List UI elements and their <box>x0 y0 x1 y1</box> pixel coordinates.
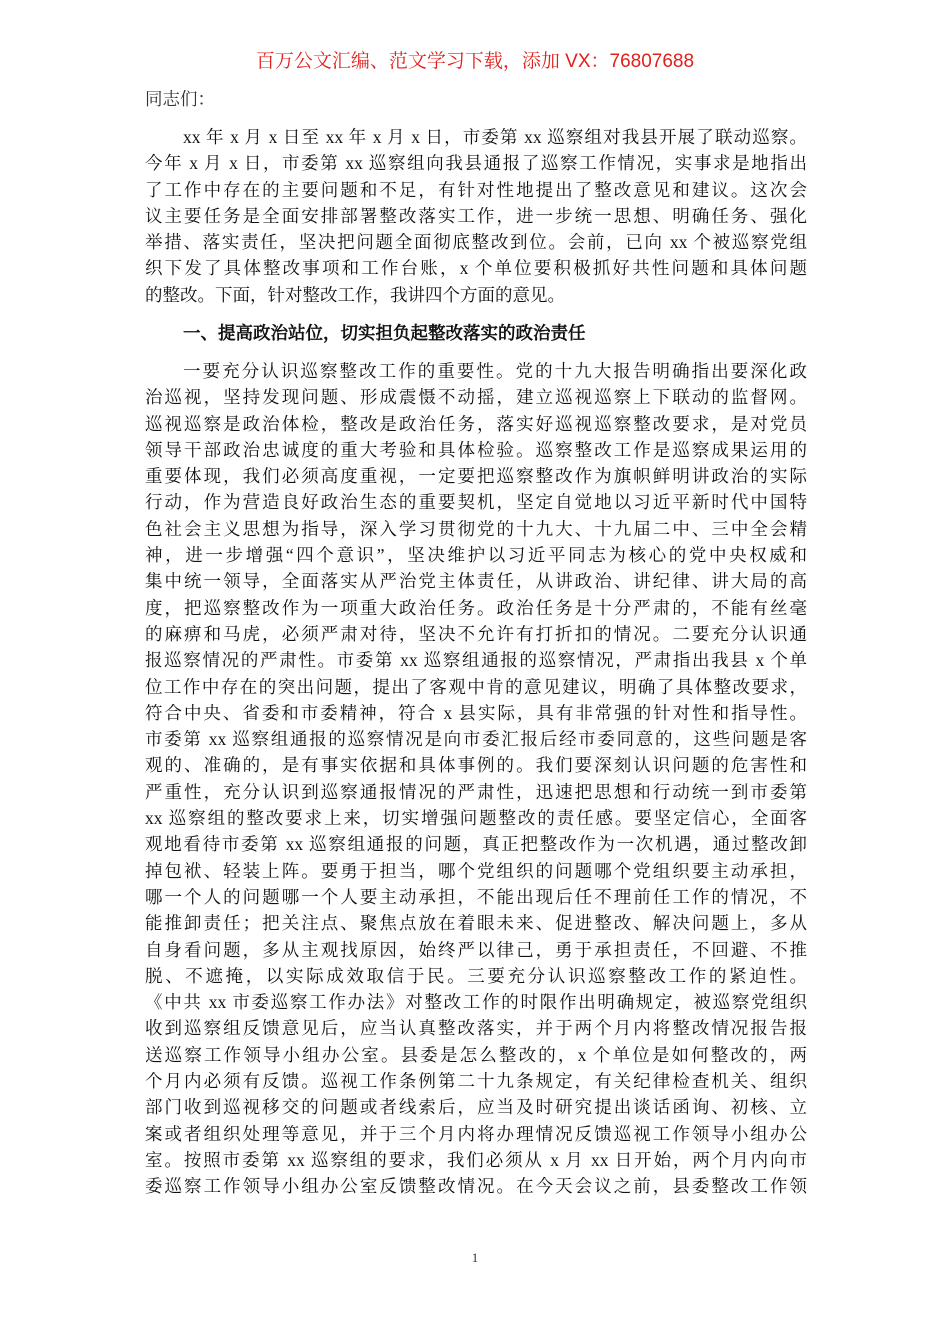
text-line: 巡视巡察是政治体检，整改是政治任务，落实好巡视巡察整改要求，是对党员 <box>145 413 807 434</box>
text-line: 能推卸责任；把关注点、聚焦点放在着眼未来、促进整改、解决问题上，多从 <box>145 913 807 934</box>
text-line: 神，进一步增强“四个意识”，坚决维护以习近平同志为核心的党中央权威和 <box>145 545 807 566</box>
text-line: 报巡察情况的严肃性。市委第 xx 巡察组通报的巡察情况，严肃指出我县 x 个单 <box>145 650 807 671</box>
paragraph-2 <box>145 358 807 1200</box>
text-line: 送巡察工作领导小组办公室。县委是怎么整改的，x 个单位是如何整改的，两 <box>145 1044 807 1065</box>
text-line: 了工作中存在的主要问题和不足，有针对性地提出了整改意见和建议。这次会 <box>145 179 807 200</box>
text-line: 收到巡察组反馈意见后，应当认真整改落实，并于两个月内将整改情况报告报 <box>145 1018 807 1039</box>
text-line: 举措、落实责任，坚决把问题全面彻底整改到位。会前，已向 xx 个被巡察党组 <box>145 232 807 253</box>
text-line: 符合中央、省委和市委精神，符合 x 县实际，具有非常强的针对性和指导性。 <box>145 702 807 723</box>
text-line: 委巡察工作领导小组办公室反馈整改情况。在今天会议之前，县委整改工作领 <box>145 1176 807 1197</box>
section-heading-1: 一、提高政治站位，切实担负起整改落实的政治责任 <box>183 323 586 343</box>
text-line: 《中共 xx 市委巡察工作办法》对整改工作的时限作出明确规定，被巡察党组织 <box>145 992 807 1013</box>
page-number: 1 <box>471 1250 479 1265</box>
text-line: 织下发了具体整改事项和工作台账，x 个单位要积极抓好共性问题和具体问题 <box>145 258 807 279</box>
text-line: 严重性，充分认识到巡察通报情况的严肃性，迅速把思想和行动统一到市委第 <box>145 781 807 802</box>
text-line: 脱、不遮掩，以实际成效取信于民。三要充分认识巡察整改工作的紧迫性。 <box>145 965 807 986</box>
text-line: 的麻痹和马虎，必须严肃对待，坚决不允许有打折扣的情况。二要充分认识通 <box>145 623 807 644</box>
text-line: 观地看待市委第 xx 巡察组通报的问题，真正把整改作为一次机遇，通过整改卸 <box>145 834 807 855</box>
text-line: 议主要任务是全面安排部署整改落实工作，进一步统一思想、明确任务、强化 <box>145 205 807 226</box>
text-line: xx 年 x 月 x 日至 xx 年 x 月 x 日，市委第 xx 巡察组对我县开展了联动巡察。 <box>183 127 807 147</box>
text-line: 治巡视，坚持发现问题、形成震慑不动摇，建立巡视巡察上下联动的监督网。 <box>145 387 807 408</box>
text-line: 今年 x 月 x 日，市委第 xx 巡察组向我县通报了巡察工作情况，实事求是地指出 <box>145 153 807 174</box>
text-line: 行动，作为营造良好政治生态的重要契机，坚定自觉地以习近平新时代中国特 <box>145 492 807 513</box>
text-line: 掉包袱、轻装上阵。要勇于担当，哪个党组织的问题哪个党组织要主动承担， <box>145 860 807 881</box>
text-line: 自身看问题，多从主观找原因，始终严以律己，勇于承担责任，不回避、不推 <box>145 939 807 960</box>
text-line: 哪一个人的问题哪一个人要主动承担，不能出现后任不理前任工作的情况，不 <box>145 886 807 907</box>
text-line: 集中统一领导，全面落实从严治党主体责任，从讲政治、讲纪律、讲大局的高 <box>145 571 807 592</box>
text-line: 的整改。下面，针对整改工作，我讲四个方面的意见。 <box>145 284 565 305</box>
text-line: xx 巡察组的整改要求上来，切实增强问题整改的责任感。要坚定信心，全面客 <box>145 808 807 829</box>
salutation: 同志们： <box>145 89 215 109</box>
text-line: 市委第 xx 巡察组通报的巡察情况是向市委汇报后经市委同意的，这些问题是客 <box>145 729 807 750</box>
text-line: 一要充分认识巡察整改工作的重要性。党的十九大报告明确指出要深化政 <box>183 361 807 381</box>
text-line: 部门收到巡视移交的问题或者线索后，应当及时研究提出谈话函询、初核、立 <box>145 1097 807 1118</box>
text-line: 度，把巡察整改作为一项重大政治任务。政治任务是十分严肃的，不能有丝毫 <box>145 597 807 618</box>
text-line: 位工作中存在的突出问题，提出了客观中肯的意见建议，明确了具体整改要求， <box>145 676 807 697</box>
text-line: 案或者组织处理等意见，并于三个月内将办理情况反馈巡视工作领导小组办公 <box>145 1123 807 1144</box>
text-line: 色社会主义思想为指导，深入学习贯彻党的十九大、十九届二中、三中全会精 <box>145 518 807 539</box>
text-line: 重要体现，我们必须高度重视，一定要把巡察整改作为旗帜鲜明讲政治的实际 <box>145 466 807 487</box>
paragraph-1 <box>145 124 807 308</box>
text-line: 个月内必须有反馈。巡视工作条例第二十九条规定，有关纪律检查机关、组织 <box>145 1071 807 1092</box>
text-line: 领导干部政治忠诚度的重大考验和具体检验。巡察整改工作是巡察成果运用的 <box>145 439 807 460</box>
text-line: 观的、准确的，是有事实依据和具体事例的。我们要深刻认识问题的危害性和 <box>145 755 807 776</box>
text-line: 室。按照市委第 xx 巡察组的要求，我们必须从 x 月 xx 日开始，两个月内向市 <box>145 1149 807 1170</box>
watermark-banner: 百万公文汇编、范文学习下载，添加 VX：76807688 <box>255 51 695 72</box>
